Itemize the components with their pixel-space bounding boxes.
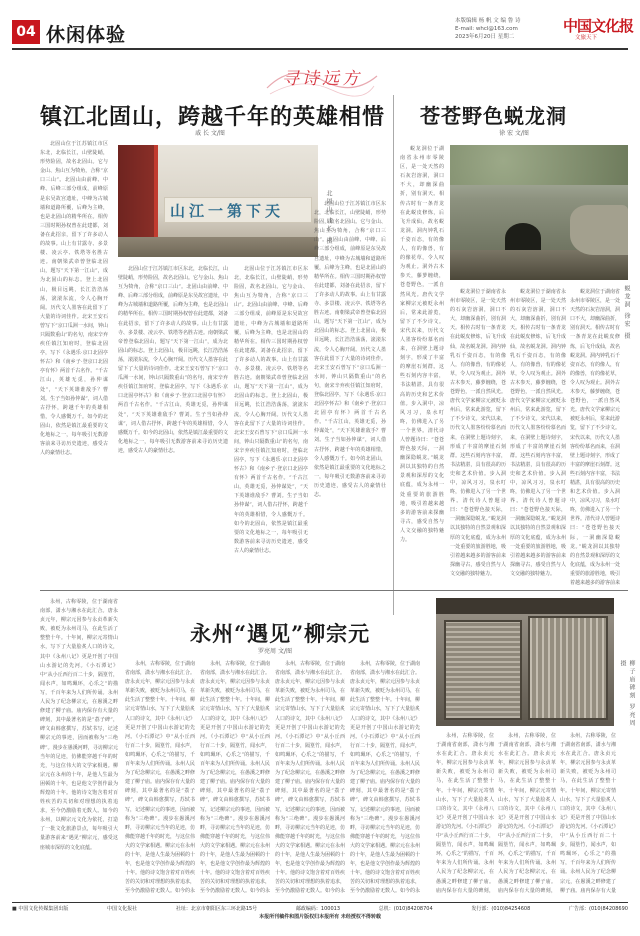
section-divider (40, 590, 628, 591)
meta-line: 2023年6月20日 星期二 (455, 34, 515, 40)
footer-item: 社址：北京市朝阳区东三环北路15号 (175, 906, 258, 912)
article3-column: 永州，古称零陵，位于湖南省南部，潇水与湘水在此汇合。唐永贞元年，柳宗元因参与永贞革新失败，被贬为永州司马，在此生活了整整十年。十年间，柳宗元寄情山水，写下了大量脍炙人口的诗文，其中《永州八记》更是开创了中国山水游记的先河。《小石潭记》中“从小丘西行百二十步，隔篁竹，闻水声，如鸣珮环，心乐之”的描写，千百年来为人们所传诵。永州人民为了纪念柳宗元，在愚溪之畔修建了柳子庙。庙内保存有大量的碑刻， (436, 733, 494, 894)
meta-line: E-mail: whcl@163.com (455, 26, 518, 32)
header-rule (12, 48, 628, 50)
article1-column: 北固山位于江苏镇江市区东北，北临长江，山壁陡峭，形势险固，故名北固山。它与金山、焦山互为犄角，合称“京口三山”。北固山由前峰、中峰、后峰三部分组成，前峰原是东吴故宫遗址，中峰为古城墙和道路所覆，后峰为主峰，也是北固山的精华所在。相传三国时期孙权曾在此建都，刘备在此招亲，留下了许多动人的故事。山上有甘露寺、多景楼、凌云亭、铁塔等名胜古迹。南朝梁武帝曾登临北固山，题写“天下第一江山”，成为北固山的标志。登上北固山，极目远眺，长江浩浩荡荡，滚滚东流，令人心胸开阔。历代文人墨客在此留下了大量的诗词佳作。北宋王安石曾写下“京口瓜洲一水间，钟山只隔数重山”的名句，南宋辛弃疾任镇江知府时，登临北固亭，写下《永遇乐·京口北固亭怀古》和《南乡子·登京口北固亭有怀》两首千古名作。“千古江山，英雄无觅，孙仲谋处”，“天下英雄谁敌手？曹刘。生子当如孙仲谋”，词人借古抒怀，跨越千年的英雄相惜，令人感慨万千。如今的北固山，依然是镇江最重要的文化地标之一，每年吸引无数游客前来寻访历史遗迹，感受古人的豪情壮志。 (118, 266, 228, 454)
footer-copyright: 本报所刊稿件和图片版权归本报所有 未经授权不得转载 (259, 914, 381, 920)
masthead-sub: 文旅天下 (575, 35, 598, 41)
article2-column: 蜕龙洞位于湖南省永州市零陵区，是一处天然的石灰岩溶洞，洞口不大，却幽深曲折，别有洞天。相传古时有一条青龙在此蜕皮修炼，后飞升成仙，故名蜕龙洞。洞内钟乳石千姿百态，有的像人，有的像兽，有的像花草，令人叹为观止。洞外古木参天，藤萝缠绕，苍苍野色，一派自然风光。唐代文学家柳宗元被贬永州后，常来此游览，留下了不少诗文。宋代以来，历代文人墨客纷纷慕名而来，在洞壁上题诗刻字，形成了丰富的摩崖石刻群。这些石刻内容丰富，书法精湛，具有很高的历史和艺术价值。步入洞中，凉风习习，泉水叮咚，仿佛进入了另一个世界。清代诗人曾题诗曰：“苍苍野色接天际，一洞幽深隐蜕龙。”蜕龙洞以其独特的自然景观和深厚的文化底蕴，成为永州一处重要的旅游胜地，吸引着越来越多的游客前来探幽寻古，感受自然与人文交融的独特魅力。 (510, 289, 566, 577)
article2-column: 蜕龙洞位于湖南省永州市零陵区，是一处天然的石灰岩溶洞，洞口不大，却幽深曲折，别有洞天。相传古时有一条青龙在此蜕皮修炼，后飞升成仙，故名蜕龙洞。洞内钟乳石千姿百态，有的像人，有的像兽，有的像花草，令人叹为观止。洞外古木参天，藤萝缠绕，苍苍野色，一派自然风光。唐代文学家柳宗元被贬永州后，常来此游览，留下了不少诗文。宋代以来，历代文人墨客纷纷慕名而来，在洞壁上题诗刻字，形成了丰富的摩崖石刻群。这些石刻内容丰富，书法精湛，具有很高的历史和艺术价值。步入洞中，凉风习习，泉水叮咚，仿佛进入了另一个世界。清代诗人曾题诗曰：“苍苍野色接天际，一洞幽深隐蜕龙。”蜕龙洞以其独特的自然景观和深厚的文化底蕴，成为永州一处重要的旅游胜地，吸引着越来越多的游客前来探幽寻古，感受自然与人文交融的独特魅力。 (450, 289, 506, 577)
footer-rule (12, 902, 628, 903)
article3-column: 永州，古称零陵，位于湖南省南部，潇水与湘水在此汇合。唐永贞元年，柳宗元因参与永贞革新失败，被贬为永州司马，在此生活了整整十年。十年间，柳宗元寄情山水，写下了大量脍炙人口的诗文，其中《永州八记》更是开创了中国山水游记的先河。《小石潭记》中“从小丘西行百二十步，隔篁竹，闻水声，如鸣珮环，心乐之”的描写，千百年来为人们所传诵。永州人民为了纪念柳宗元，在愚溪之畔修建了柳子庙。庙内保存有大量的碑刻，其中最著名的是“荔子碑”，碑文由韩愈撰写，苏轼书写，记述柳宗元的事迹，因而被称为“三绝碑”。漫步在愚溪河畔，寻访柳宗元当年的足迹，仿佛能穿越千年的时光，与这位伟大的文学家相遇。柳宗元在永州的十年，是他人生最为困顿的十年，也是他文学创作最为辉煌的十年。他的诗文饱含着对百姓疾苦的关切和对理想的执着追求，至今仍激励着无数人。如今的永 (275, 661, 345, 895)
article1-column: 北固山位于江苏镇江市区东北，北临长江，山壁陡峭，形势险固，故名北固山。它与金山、焦山互为犄角，合称“京口三山”。北固山由前峰、中峰、后峰三部分组成，前峰原是东吴故宫遗址，中峰为古城墙和道路所覆，后峰为主峰，也是北固山的精华所在。相传三国时期孙权曾在此建都，刘备在此招亲，留下了许多动人的故事。山上有甘露寺、多景楼、凌云亭、铁塔等名胜古迹。南朝梁武帝曾登临北固山，题写“天下第一江山”，成为北固山的标志。登上北固山，极目远眺，长江浩浩荡荡，滚滚东流，令人心胸开阔。历代文人墨客在此留下了大量的诗词佳作。北宋王安石曾写下“京口瓜洲一水间，钟山只隔数重山”的名句，南宋辛弃疾任镇江知府时，登临北固亭，写下《永遇乐·京口北固亭怀古》和《南乡子·登京口北固亭有怀》两首千古名作。“千古江山，英雄无觅，孙仲谋处”，“天下英雄谁敌手？曹刘。生子当如孙仲谋”，词人借古抒怀，跨越千年的英雄相惜，令人感慨万千。如今的北固山，依然是镇江最重要的文化地标之一，每年吸引无数游客前来寻访历史遗迹，感受古人的豪情壮志。 (40, 141, 108, 457)
meta-line: 本版编辑 杨 帆 文 编 鲁 诗 (455, 18, 521, 24)
article3-byline: 罗亮周 文/图 (258, 648, 292, 655)
article3-column: 永州，古称零陵，位于湖南省南部，潇水与湘水在此汇合。唐永贞元年，柳宗元因参与永贞革新失败，被贬为永州司马，在此生活了整整十年。十年间，柳宗元寄情山水，写下了大量脍炙人口的诗文，其中《永州八记》更是开创了中国山水游记的先河。《小石潭记》中“从小丘西行百二十步，隔篁竹，闻水声，如鸣珮环，心乐之”的描写，千百年来为人们所传诵。永州人民为了纪念柳宗元，在愚溪之畔修建了柳子庙。庙内保存有大量的碑刻，其中最著名的是“荔子碑”，碑文由韩愈撰写，苏轼书写，记述柳宗元的事迹，因而被称为“三绝碑”。漫步在愚溪河畔，寻访柳宗元当年的足迹，仿佛能穿越千年的时光，与这位伟大的文学家相遇。柳宗元在永州的十年，是他人生最为困顿的十年，也是他文学创作最为辉煌的十年。他的诗文饱含着对百姓疾苦的关切和对理想的执着追求，至今仍激励着无数人。如今的永 (125, 661, 195, 895)
issue-meta (455, 17, 521, 41)
article1-photo (118, 145, 318, 257)
article3-title: 永州“遇见”柳宗元 (190, 621, 371, 646)
footer-info (12, 905, 628, 913)
masthead-logo: 中国文化报 (563, 17, 634, 35)
footer-item: ■ 中国文化传媒集团出版 (12, 906, 69, 912)
banner-decoration (262, 58, 382, 100)
article1-column: 北固山位于江苏镇江市区东北，北临长江，山壁陡峭，形势险固，故名北固山。它与金山、焦山互为犄角，合称“京口三山”。北固山由前峰、中峰、后峰三部分组成，前峰原是东吴故宫遗址，中峰为古城墙和道路所覆，后峰为主峰，也是北固山的精华所在。相传三国时期孙权曾在此建都，刘备在此招亲，留下了许多动人的故事。山上有甘露寺、多景楼、凌云亭、铁塔等名胜古迹。南朝梁武帝曾登临北固山，题写“天下第一江山”，成为北固山的标志。登上北固山，极目远眺，长江浩浩荡荡，滚滚东流，令人心胸开阔。历代文人墨客在此留下了大量的诗词佳作。北宋王安石曾写下“京口瓜洲一水间，钟山只隔数重山”的名句，南宋辛弃疾任镇江知府时，登临北固亭，写下《永遇乐·京口北固亭怀古》和《南乡子·登京口北固亭有怀》两首千古名作。“千古江山，英雄无觅，孙仲谋处”，“天下英雄谁敌手？曹刘。生子当如孙仲谋”，词人借古抒怀，跨越千年的英雄相惜，令人感慨万千。如今的北固山，依然是镇江最重要的文化地标之一，每年吸引无数游客前来寻访历史遗迹，感受古人的豪情壮志。 (314, 201, 386, 498)
article1-title: 镇江北固山，跨越千年的英雄相惜 (40, 104, 386, 130)
footer (12, 905, 628, 921)
footer-item: 邮政编码：100013 (295, 906, 341, 912)
section-title: 休闲体验 (46, 24, 127, 46)
article2-column: 蜕龙洞位于湖南省永州市零陵区，是一处天然的石灰岩溶洞，洞口不大，却幽深曲折，别有洞天。相传古时有一条青龙在此蜕皮修炼，后飞升成仙，故名蜕龙洞。洞内钟乳石千姿百态，有的像人，有的像兽，有的像花草，令人叹为观止。洞外古木参天，藤萝缠绕，苍苍野色，一派自然风光。唐代文学家柳宗元被贬永州后，常来此游览，留下了不少诗文。宋代以来，历代文人墨客纷纷慕名而来，在洞壁上题诗刻字，形成了丰富的摩崖石刻群。这些石刻内容丰富，书法精湛，具有很高的历史和艺术价值。步入洞中，凉风习习，泉水叮咚，仿佛进入了另一个世界。清代诗人曾题诗曰：“苍苍野色接天际，一洞幽深隐蜕龙。”蜕龙洞以其独特的自然景观和深厚的文化底蕴，成为永州一处重要的旅游胜地，吸引着越来越多的游客前来 (570, 289, 620, 585)
article1-byline: 戚 长 文/图 (195, 130, 225, 137)
banner-label: 寻诗远方 (282, 69, 362, 89)
article2-title: 苍苍野色蜕龙洞 (420, 104, 567, 128)
footer-item: 发行部：(010)84254608 (471, 906, 531, 912)
page-number: 04 (12, 20, 40, 44)
article2-byline: 徐 宏 文/图 (499, 130, 529, 137)
article3-photo-caption: 柳子庙碑刻 罗亮周 摄 (619, 660, 635, 728)
article2-photo (450, 145, 628, 280)
article1-photo-inscription: 山江一第下天 (170, 202, 285, 220)
article2-column: 蜕龙洞位于湖南省永州市零陵区，是一处天然的石灰岩溶洞，洞口不大，却幽深曲折，别有洞天。相传古时有一条青龙在此蜕皮修炼，后飞升成仙，故名蜕龙洞。洞内钟乳石千姿百态，有的像人，有的像兽，有的像花草，令人叹为观止。洞外古木参天，藤萝缠绕，苍苍野色，一派自然风光。唐代文学家柳宗元被贬永州后，常来此游览，留下了不少诗文。宋代以来，历代文人墨客纷纷慕名而来，在洞壁上题诗刻字，形成了丰富的摩崖石刻群。这些石刻内容丰富，书法精湛，具有很高的历史和艺术价值。步入洞中，凉风习习，泉水叮咚，仿佛进入了另一个世界。清代诗人曾题诗曰：“苍苍野色接天际，一洞幽深隐蜕龙。”蜕龙洞以其独特的自然景观和深厚的文化底蕴，成为永州一处重要的旅游胜地，吸引着越来越多的游客前来探幽寻古，感受自然与人文交融的独特魅力。 (400, 146, 444, 544)
article3-column: 永州，古称零陵，位于湖南省南部，潇水与湘水在此汇合。唐永贞元年，柳宗元因参与永贞革新失败，被贬为永州司马，在此生活了整整十年。十年间，柳宗元寄情山水，写下了大量脍炙人口的诗文，其中《永州八记》更是开创了中国山水游记的先河。《小石潭记》中“从小丘西行百二十步，隔篁竹，闻水声，如鸣珮环，心乐之”的描写，千百年来为人们所传诵。永州人民为了纪念柳宗元，在愚溪之畔修建了柳子庙。庙内保存有大量的碑刻， (498, 733, 556, 894)
article3-column: 永州，古称零陵，位于湖南省南部，潇水与湘水在此汇合。唐永贞元年，柳宗元因参与永贞革新失败，被贬为永州司马，在此生活了整整十年。十年间，柳宗元寄情山水，写下了大量脍炙人口的诗文，其中《永州八记》更是开创了中国山水游记的先河。《小石潭记》中“从小丘西行百二十步，隔篁竹，闻水声，如鸣珮环，心乐之”的描写，千百年来为人们所传诵。永州人民为了纪念柳宗元，在愚溪之畔修建了柳子庙。庙内保存有大量 (560, 733, 616, 894)
footer-item: 总机：(010)84208704 (378, 906, 433, 912)
article1-photo-caption: 北固山 戚长 摄 (325, 190, 332, 246)
column-rule (393, 95, 394, 615)
article2-photo-caption: 蜕龙洞 徐宏 摄 (623, 285, 630, 341)
article3-column: 永州，古称零陵，位于湖南省南部，潇水与湘水在此汇合。唐永贞元年，柳宗元因参与永贞革新失败，被贬为永州司马，在此生活了整整十年。十年间，柳宗元寄情山水，写下了大量脍炙人口的诗文，其中《永州八记》更是开创了中国山水游记的先河。《小石潭记》中“从小丘西行百二十步，隔篁竹，闻水声，如鸣珮环，心乐之”的描写，千百年来为人们所传诵。永州人民为了纪念柳宗元，在愚溪之畔修建了柳子庙。庙内保存有大量的碑刻，其中最著名的是“荔子碑”，碑文由韩愈撰写，苏轼书写，记述柳宗元的事迹，因而被称为“三绝碑”。漫步在愚溪河畔，寻访柳宗元当年的足迹，仿佛能穿越千年的时光，与这位伟大的文学家相遇。柳宗元在永州的十年，是他人生最为困顿的十年，也是他文学创作最为辉煌的十年。他的诗文饱含着对百姓疾苦的关切和对理想的执着追求，至今仍激励着无数人。如今的永 (200, 661, 270, 895)
footer-item: 中国文化报社 (107, 906, 138, 912)
footer-item: 广告部：(010)84208690 (569, 906, 628, 912)
article1-column: 北固山位于江苏镇江市区东北，北临长江，山壁陡峭，形势险固，故名北固山。它与金山、焦山互为犄角，合称“京口三山”。北固山由前峰、中峰、后峰三部分组成，前峰原是东吴故宫遗址，中峰为古城墙和道路所覆，后峰为主峰，也是北固山的精华所在。相传三国时期孙权曾在此建都，刘备在此招亲，留下了许多动人的故事。山上有甘露寺、多景楼、凌云亭、铁塔等名胜古迹。南朝梁武帝曾登临北固山，题写“天下第一江山”，成为北固山的标志。登上北固山，极目远眺，长江浩浩荡荡，滚滚东流，令人心胸开阔。历代文人墨客在此留下了大量的诗词佳作。北宋王安石曾写下“京口瓜洲一水间，钟山只隔数重山”的名句，南宋辛弃疾任镇江知府时，登临北固亭，写下《永遇乐·京口北固亭怀古》和《南乡子·登京口北固亭有怀》两首千古名作。“千古江山，英雄无觅，孙仲谋处”，“天下英雄谁敌手？曹刘。生子当如孙仲谋”，词人借古抒怀，跨越千年的英雄相惜，令人感慨万千。如今的北固山，依然是镇江最重要的文化地标之一，每年吸引无数游客前来寻访历史遗迹，感受古人的豪情壮志。 (234, 266, 308, 554)
article3-column: 永州，古称零陵，位于湖南省南部，潇水与湘水在此汇合。唐永贞元年，柳宗元因参与永贞革新失败，被贬为永州司马，在此生活了整整十年。十年间，柳宗元寄情山水，写下了大量脍炙人口的诗文，其中《永州八记》更是开创了中国山水游记的先河。《小石潭记》中“从小丘西行百二十步，隔篁竹，闻水声，如鸣珮环，心乐之”的描写，千百年来为人们所传诵。永州人民为了纪念柳宗元，在愚溪之畔修建了柳子庙。庙内保存有大量的碑刻，其中最著名的是“荔子碑”，碑文由韩愈撰写，苏轼书写，记述柳宗元的事迹，因而被称为“三绝碑”。漫步在愚溪河畔，寻访柳宗元当年的足迹，仿佛能穿越千年的时光，与这位伟大的文学家相遇。柳宗元在永州的十年，是他人生最为困顿的十年，也是他文学创作最为辉煌的十年。他的诗文饱含着对百姓疾苦的关切和对理想的执着追求，至今仍激励着无数人。如今的永 (350, 661, 420, 895)
article3-photo (436, 598, 614, 726)
article3-column: 永州，古称零陵，位于湖南省南部，潇水与湘水在此汇合。唐永贞元年，柳宗元因参与永贞革新失败，被贬为永州司马，在此生活了整整十年。十年间，柳宗元寄情山水，写下了大量脍炙人口的诗文，其中《永州八记》更是开创了中国山水游记的先河。《小石潭记》中“从小丘西行百二十步，隔篁竹，闻水声，如鸣珮环，心乐之”的描写，千百年来为人们所传诵。永州人民为了纪念柳宗元，在愚溪之畔修建了柳子庙。庙内保存有大量的碑刻，其中最著名的是“荔子碑”，碑文由韩愈撰写，苏轼书写，记述柳宗元的事迹，因而被称为“三绝碑”。漫步在愚溪河畔，寻访柳宗元当年的足迹，仿佛能穿越千年的时光，与这位伟大的文学家相遇。柳宗元在永州的十年，是他人生最为困顿的十年，也是他文学创作最为辉煌的十年。他的诗文饱含着对百姓疾苦的关切和对理想的执着追求，至今仍激励着无数人。如今的永州，以柳宗元文化为依托，打造了一批文化旅游景点，每年吸引大量游客前来“遇见”柳宗元，感受这座城市深厚的文化底蕴。 (40, 599, 118, 851)
